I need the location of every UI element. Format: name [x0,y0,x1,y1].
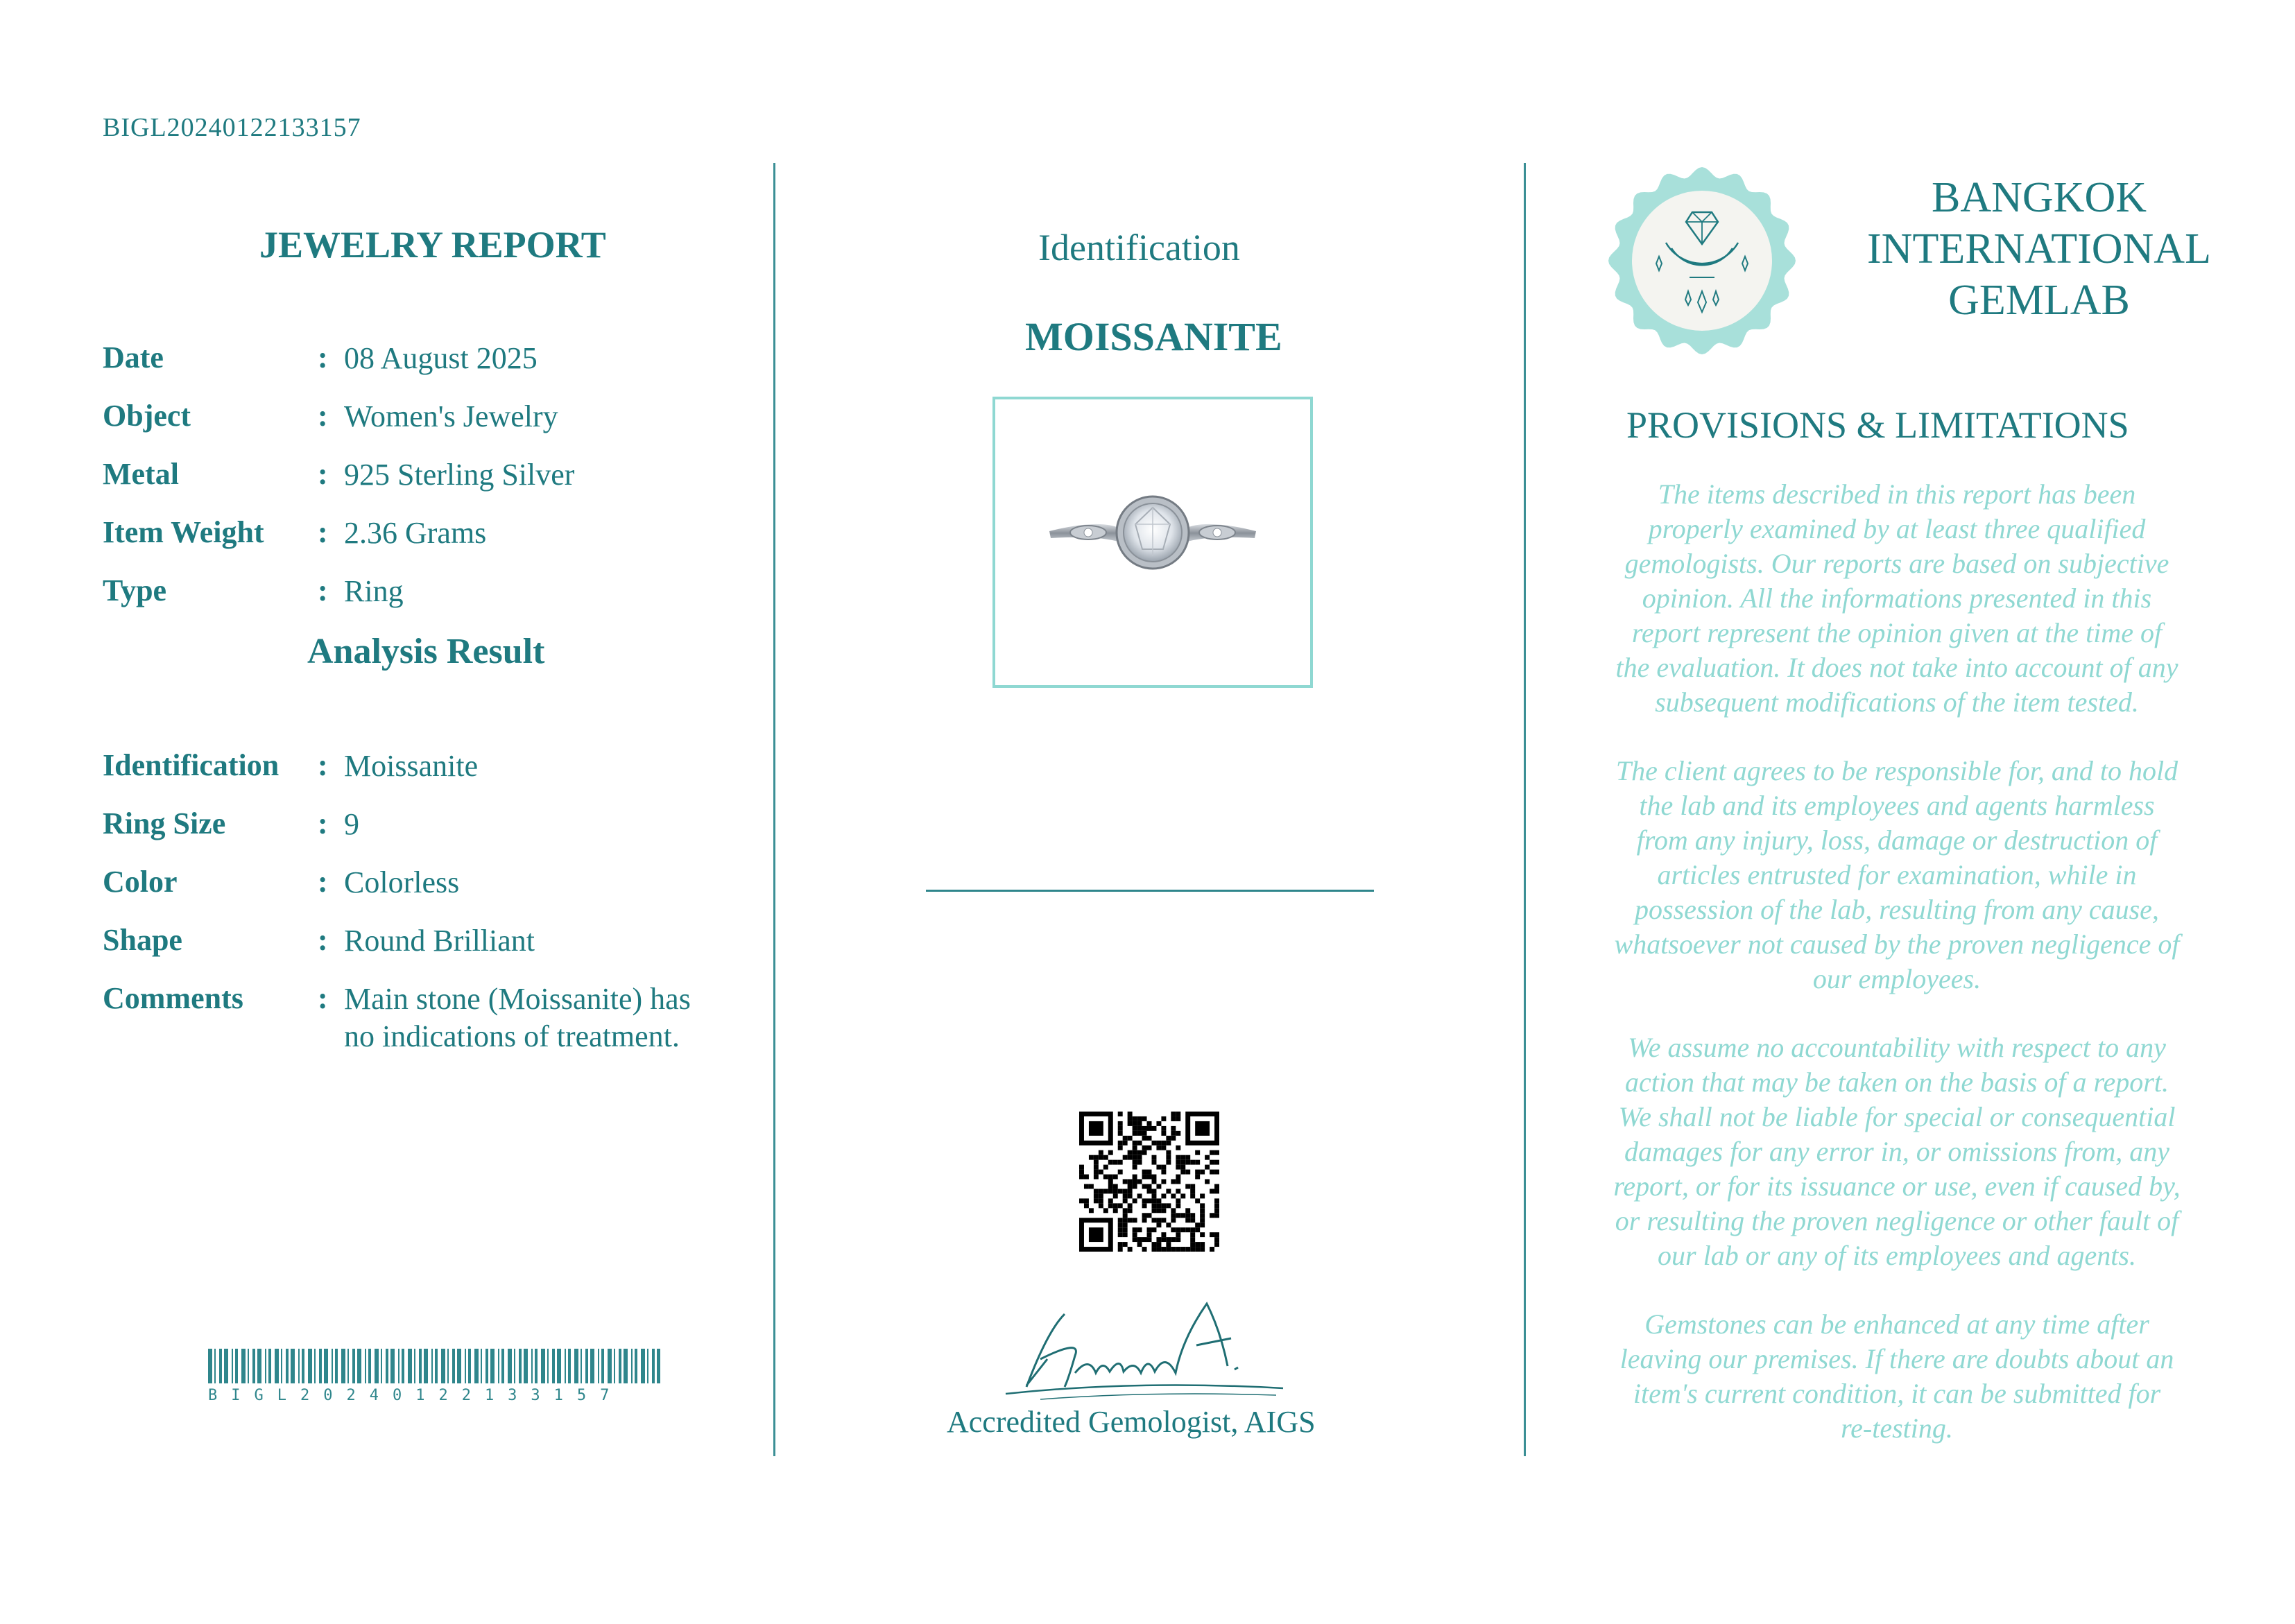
paragraph-line: subsequent modifications of the item tested. [1655,686,2139,718]
paragraph-line: re-testing. [1841,1413,1953,1444]
report-title: JEWELRY REPORT [259,224,606,266]
lab-name-line-2: INTERNATIONAL [1867,225,2211,273]
analysis-value: Main stone (Moissanite) has [344,982,691,1016]
paragraph-line: We shall not be liable for special or consequential [1618,1101,2176,1132]
detail-value: Women's Jewelry [344,399,558,433]
analysis-value-line2: no indications of treatment. [344,1019,680,1053]
detail-value: 2.36 Grams [344,516,487,550]
gemologist-signature [999,1290,1290,1401]
paragraph-line: The items described in this report has been [1658,478,2136,510]
analysis-colon: : [318,806,328,840]
analysis-value: Round Brilliant [344,924,535,958]
paragraph-line: opinion. All the informations presented in this [1642,582,2152,614]
analysis-label: Shape [103,923,182,957]
divider-left [773,163,775,1456]
detail-value: 925 Sterling Silver [344,458,575,492]
barcode [208,1349,660,1383]
analysis-label: Comments [103,981,243,1015]
qr-code [1079,1112,1219,1252]
paragraph-line: gemologists. Our reports are based on subjective [1624,548,2169,579]
divider-right [1524,163,1526,1456]
provisions-paragraph-3 [1578,1030,2216,1273]
paragraph-line: possession of the lab, resulting from any cause, [1635,894,2159,925]
detail-colon: : [318,573,328,607]
gemologist-title: Accredited Gemologist, AIGS [947,1405,1316,1439]
paragraph-line: The client agrees to be responsible for, and to hold [1615,755,2178,786]
paragraph-line: Gemstones can be enhanced at any time after [1644,1308,2149,1340]
report-number: BIGL20240122133157 [103,113,361,142]
provisions-paragraph-4 [1578,1307,2216,1446]
paragraph-line: properly examined by at least three qualified [1648,513,2146,544]
analysis-colon: : [318,865,328,899]
identification-label: Identification [1038,227,1240,268]
detail-label: Item Weight [103,515,264,549]
analysis-colon: : [318,981,328,1015]
analysis-label: Identification [103,748,280,782]
paragraph-line: the lab and its employees and agents harmless [1639,790,2155,821]
detail-label: Metal [103,457,179,491]
paragraph-line: action that may be taken on the basis of a report. [1625,1066,2169,1098]
stone-name: MOISSANITE [1025,314,1282,359]
analysis-colon: : [318,923,328,957]
lab-seal-logo [1608,166,1796,355]
ring-photo [995,399,1310,685]
paragraph-line: our lab or any of its employees and agents. [1658,1240,2136,1271]
barcode-text: BIGL20240122133157 [208,1387,624,1404]
paragraph-line: the evaluation. It does not take into account of any [1615,652,2178,683]
paragraph-line: report, or for its issuance or use, even if caused by, [1613,1171,2181,1202]
paragraph-line: We assume no accountability with respect to any [1628,1032,2166,1063]
detail-value: Ring [344,574,404,608]
detail-value: 08 August 2025 [344,341,538,375]
provisions-paragraph-2 [1578,754,2216,996]
paragraph-line: whatsoever not caused by the proven negligence of [1614,928,2180,960]
paragraph-line: report represent the opinion given at the time of [1631,617,2163,648]
detail-colon: : [318,515,328,549]
paragraph-line: or resulting the proven negligence or other fault of [1615,1205,2179,1236]
lab-name-line-3: GEMLAB [1948,277,2130,324]
paragraph-line: from any injury, loss, damage or destruction of [1636,824,2158,856]
analysis-value: 9 [344,807,359,841]
lab-name-line-1: BANGKOK [1932,174,2147,221]
detail-colon: : [318,340,328,374]
detail-label: Object [103,399,191,433]
analysis-value: Moissanite [344,749,479,783]
analysis-value: Colorless [344,865,460,899]
paragraph-line: articles entrusted for examination, while in [1657,859,2137,890]
paragraph-line: our employees. [1812,963,1982,994]
detail-colon: : [318,457,328,491]
detail-label: Type [103,573,167,607]
paragraph-line: leaving our premises. If there are doubts about an [1619,1343,2174,1374]
analysis-title: Analysis Result [307,632,545,671]
identification-rule [926,890,1374,892]
detail-colon: : [318,399,328,433]
provisions-paragraph-1 [1578,477,2216,720]
detail-label: Date [103,340,164,374]
paragraph-line: item's current condition, it can be submitted for [1633,1378,2161,1409]
lab-name [1866,172,2212,326]
analysis-colon: : [318,748,328,782]
paragraph-line: damages for any error in, or omissions from, any [1624,1136,2169,1167]
analysis-label: Ring Size [103,806,226,840]
analysis-label: Color [103,865,178,899]
provisions-title: PROVISIONS & LIMITATIONS [1626,404,2129,446]
item-photo-frame [992,397,1313,688]
